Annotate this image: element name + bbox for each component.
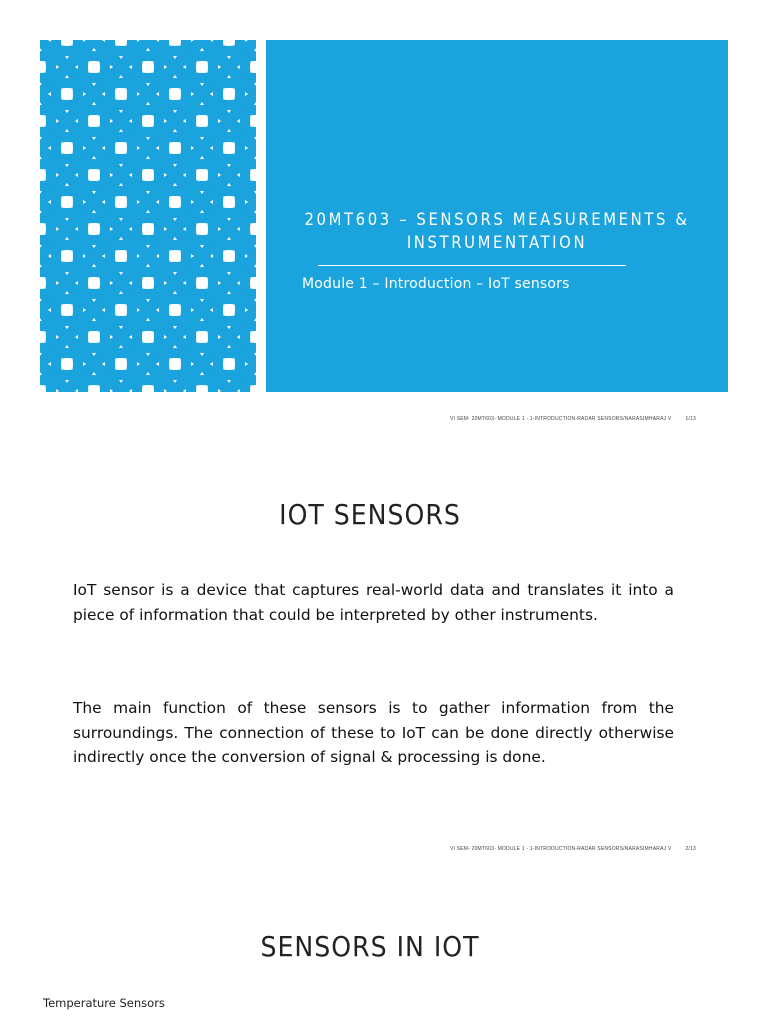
page-number: 1/13 xyxy=(685,416,696,422)
list-item: Temperature Sensors xyxy=(43,996,165,1010)
slide-subtitle: Module 1 – Introduction – IoT sensors xyxy=(302,276,570,292)
footer-text: VI SEM- 20MT603- MODULE 1 - 1-INTRODUCTION-RADAR SENSORS/NARASIMHARAJ V xyxy=(449,416,672,422)
paragraph-function: The main function of these sensors is to gather information from the surroundings. The connection of these to IoT can be done directly otherwise indirectly once the conversion of signal & processing is done. xyxy=(73,699,674,766)
footer-text: VI SEM- 20MT603- MODULE 1 - 1-INTRODUCTION-RADAR SENSORS/NARASIMHARAJ V xyxy=(449,846,672,852)
slide-heading: SENSORS IN IOT xyxy=(260,930,480,963)
page-number: 2/13 xyxy=(685,846,696,852)
title-divider xyxy=(318,265,626,266)
title-panel xyxy=(266,40,728,392)
paragraph-definition: IoT sensor is a device that captures real-world data and translates it into a piece of information that could be interpreted by other instruments. xyxy=(73,581,674,624)
circle-pattern-graphic xyxy=(40,40,256,392)
slide-footer xyxy=(450,846,696,852)
slide-footer xyxy=(450,416,696,422)
title-slide xyxy=(0,0,768,440)
decorative-circle-pattern xyxy=(40,40,256,392)
slide-title: 20MT603 – SENSORS MEASUREMENTS & INSTRUMENTATION xyxy=(304,210,690,252)
slide-heading: IOT SENSORS xyxy=(279,498,461,531)
